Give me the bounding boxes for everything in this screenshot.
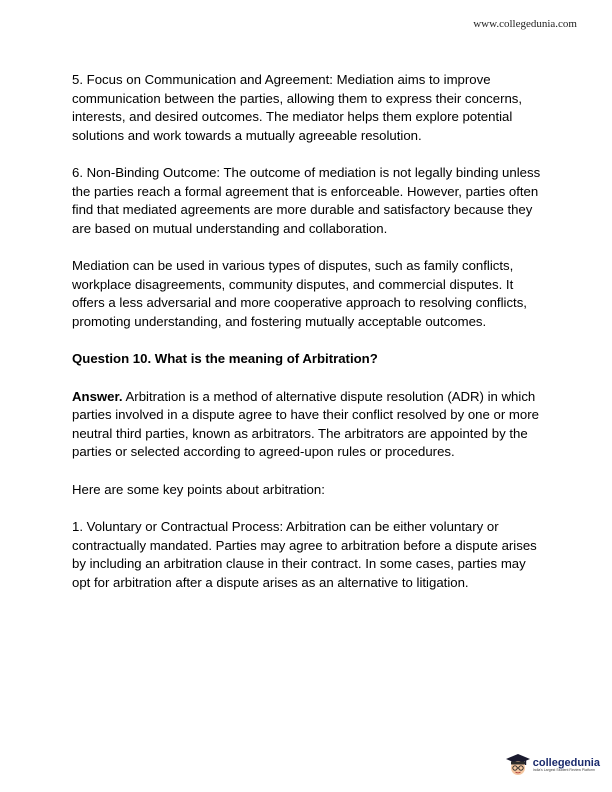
key-points-intro: Here are some key points about arbitration: bbox=[72, 481, 325, 497]
logo-tagline: India's Largest Student Review Platform bbox=[532, 767, 595, 772]
graduate-mascot-icon bbox=[505, 752, 531, 778]
paragraph-mediation-uses: Mediation can be used in various types of disputes, such as family conflicts, workplace disagreements, community disputes, and commercial disputes. It offers a less adversarial and more cooperative approach to resolving conflicts, promoting understanding, and fostering mutually acceptable outcomes. bbox=[72, 258, 527, 329]
logo-name: collegedunia bbox=[532, 756, 600, 769]
paragraph-non-binding-outcome: 6. Non-Binding Outcome: The outcome of mediation is not legally binding unless the parties reach a formal agreement that is enforceable. However, parties often find that mediated agreements are more durable and satisfactory because they are based on mutual understanding and collaboration. bbox=[72, 165, 541, 236]
answer-label: Answer. bbox=[72, 388, 123, 404]
collegedunia-logo bbox=[505, 752, 600, 778]
answer-text: Arbitration is a method of alternative dispute resolution (ADR) in which parties involved in a dispute agree to have their conflict resolved by one or more neutral third parties, known as arbitrators. The arbitrators are appointed by the parties or selected according to agreed-upon rules or procedures. bbox=[72, 388, 539, 459]
point-voluntary-contractual: 1. Voluntary or Contractual Process: Arbitration can be either voluntary or contractually mandated. Parties may agree to arbitration before a dispute arises by including an arbitration clause in their contract. In some cases, parties may opt for arbitration after a dispute arises as an alternative to litigation. bbox=[72, 519, 537, 590]
paragraph-focus-on-communication: 5. Focus on Communication and Agreement: Mediation aims to improve communication between the parties, allowing them to express their concerns, interests, and desired outcomes. The mediator helps them explore potential solutions and work towards a mutually agreeable resolution. bbox=[72, 72, 523, 143]
question-heading: Question 10. What is the meaning of Arbitration? bbox=[72, 351, 378, 366]
answer-paragraph bbox=[72, 388, 542, 462]
header-url[interactable]: www.collegedunia.com bbox=[473, 18, 577, 30]
document-body bbox=[72, 71, 542, 611]
